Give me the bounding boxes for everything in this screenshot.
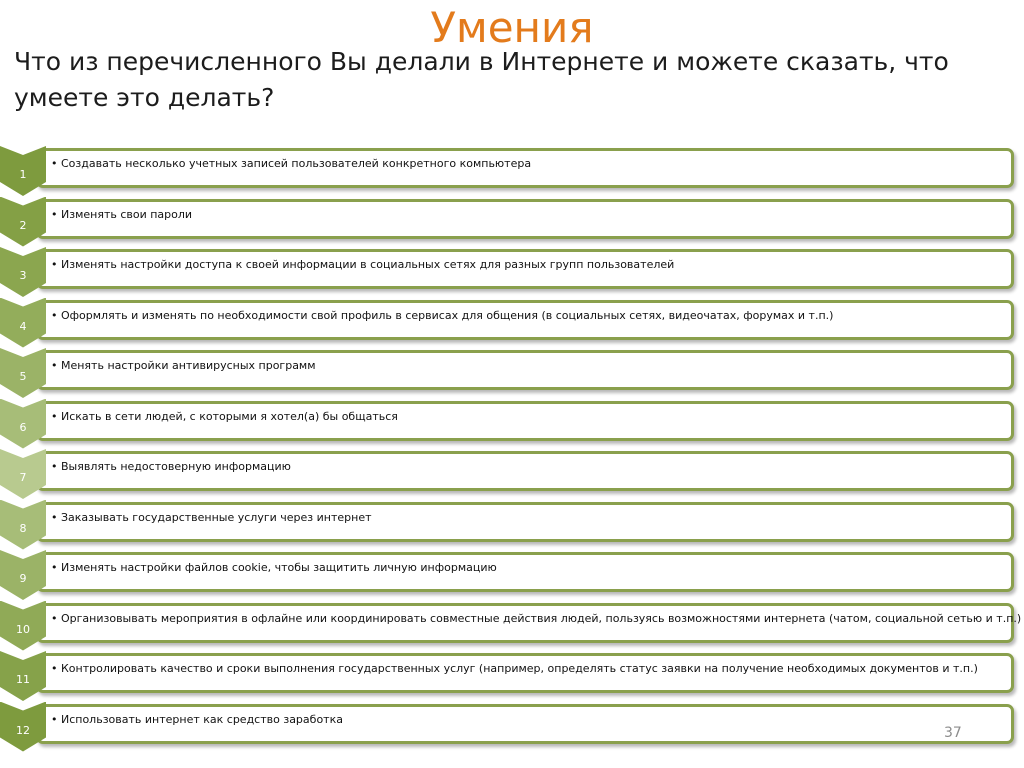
- item-number: 8: [19, 521, 27, 535]
- item-text: • Контролировать качество и сроки выполнения государственных услуг (например, определять статус заявки на получение необходимых документов и т.п.): [51, 662, 978, 675]
- item-text: • Организовывать мероприятия в офлайне или координировать совместные действия людей, пользуясь возможностями интернета (чатом, социальной сетью и т.п.): [51, 611, 1022, 625]
- item-number: 3: [19, 269, 27, 282]
- item-text: • Создавать несколько учетных записей пользователей конкретного компьютера: [51, 157, 532, 170]
- page-number: 37: [944, 725, 962, 741]
- list-item: [0, 399, 1024, 449]
- item-box: [36, 249, 1014, 289]
- item-number: 11: [16, 673, 30, 686]
- item-number: 5: [19, 370, 27, 383]
- list-item: [0, 550, 1024, 600]
- list-item: [0, 651, 1024, 701]
- item-box: [36, 502, 1014, 542]
- list-item: [0, 601, 1024, 651]
- list-item: [0, 500, 1024, 550]
- item-box: [36, 653, 1014, 693]
- item-text: • Заказывать государственные услуги через интернет: [51, 510, 372, 524]
- item-box: [36, 603, 1022, 643]
- item-number: 4: [19, 319, 27, 333]
- item-box: [36, 552, 1014, 592]
- item-number: 10: [16, 622, 30, 636]
- list-item: [0, 348, 1024, 398]
- item-box: [36, 451, 1014, 491]
- list-item: [0, 146, 1024, 196]
- item-number: 9: [19, 572, 27, 585]
- item-text: • Использовать интернет как средство заработка: [51, 712, 343, 726]
- list-item: [0, 197, 1024, 247]
- list-item: [0, 449, 1024, 499]
- slide-title: Умения: [430, 3, 594, 52]
- list-item: [0, 247, 1024, 297]
- item-box: [36, 704, 1014, 744]
- item-text: • Искать в сети людей, с которыми я хотел(а) бы общаться: [51, 409, 398, 423]
- item-box: [36, 199, 1014, 239]
- item-text: • Изменять настройки файлов cookie, чтобы защитить личную информацию: [51, 561, 497, 574]
- item-number: 12: [16, 723, 30, 737]
- item-text: • Менять настройки антивирусных программ: [51, 359, 316, 372]
- item-text: • Выявлять недостоверную информацию: [51, 460, 291, 473]
- list-item: [0, 298, 1024, 348]
- item-number: 7: [19, 471, 27, 484]
- item-text: • Оформлять и изменять по необходимости свой профиль в сервисах для общения (в социальных сетях, видеочатах, форумах и т.п.): [51, 308, 834, 322]
- item-box: [36, 401, 1014, 441]
- item-number: 2: [19, 218, 27, 232]
- item-box: [36, 148, 1014, 188]
- list-item: [0, 702, 1024, 752]
- item-number: 1: [19, 168, 27, 181]
- item-box: [36, 350, 1014, 390]
- skills-list: [0, 146, 1024, 768]
- item-number: 6: [19, 420, 27, 434]
- item-box: [36, 300, 1014, 340]
- item-text: • Изменять настройки доступа к своей информации в социальных сетях для разных групп пользователей: [51, 258, 675, 271]
- question-text: Что из перечисленного Вы делали в Интернете и можете сказать, что умеете это делать?: [14, 47, 949, 112]
- item-text: • Изменять свои пароли: [51, 207, 193, 221]
